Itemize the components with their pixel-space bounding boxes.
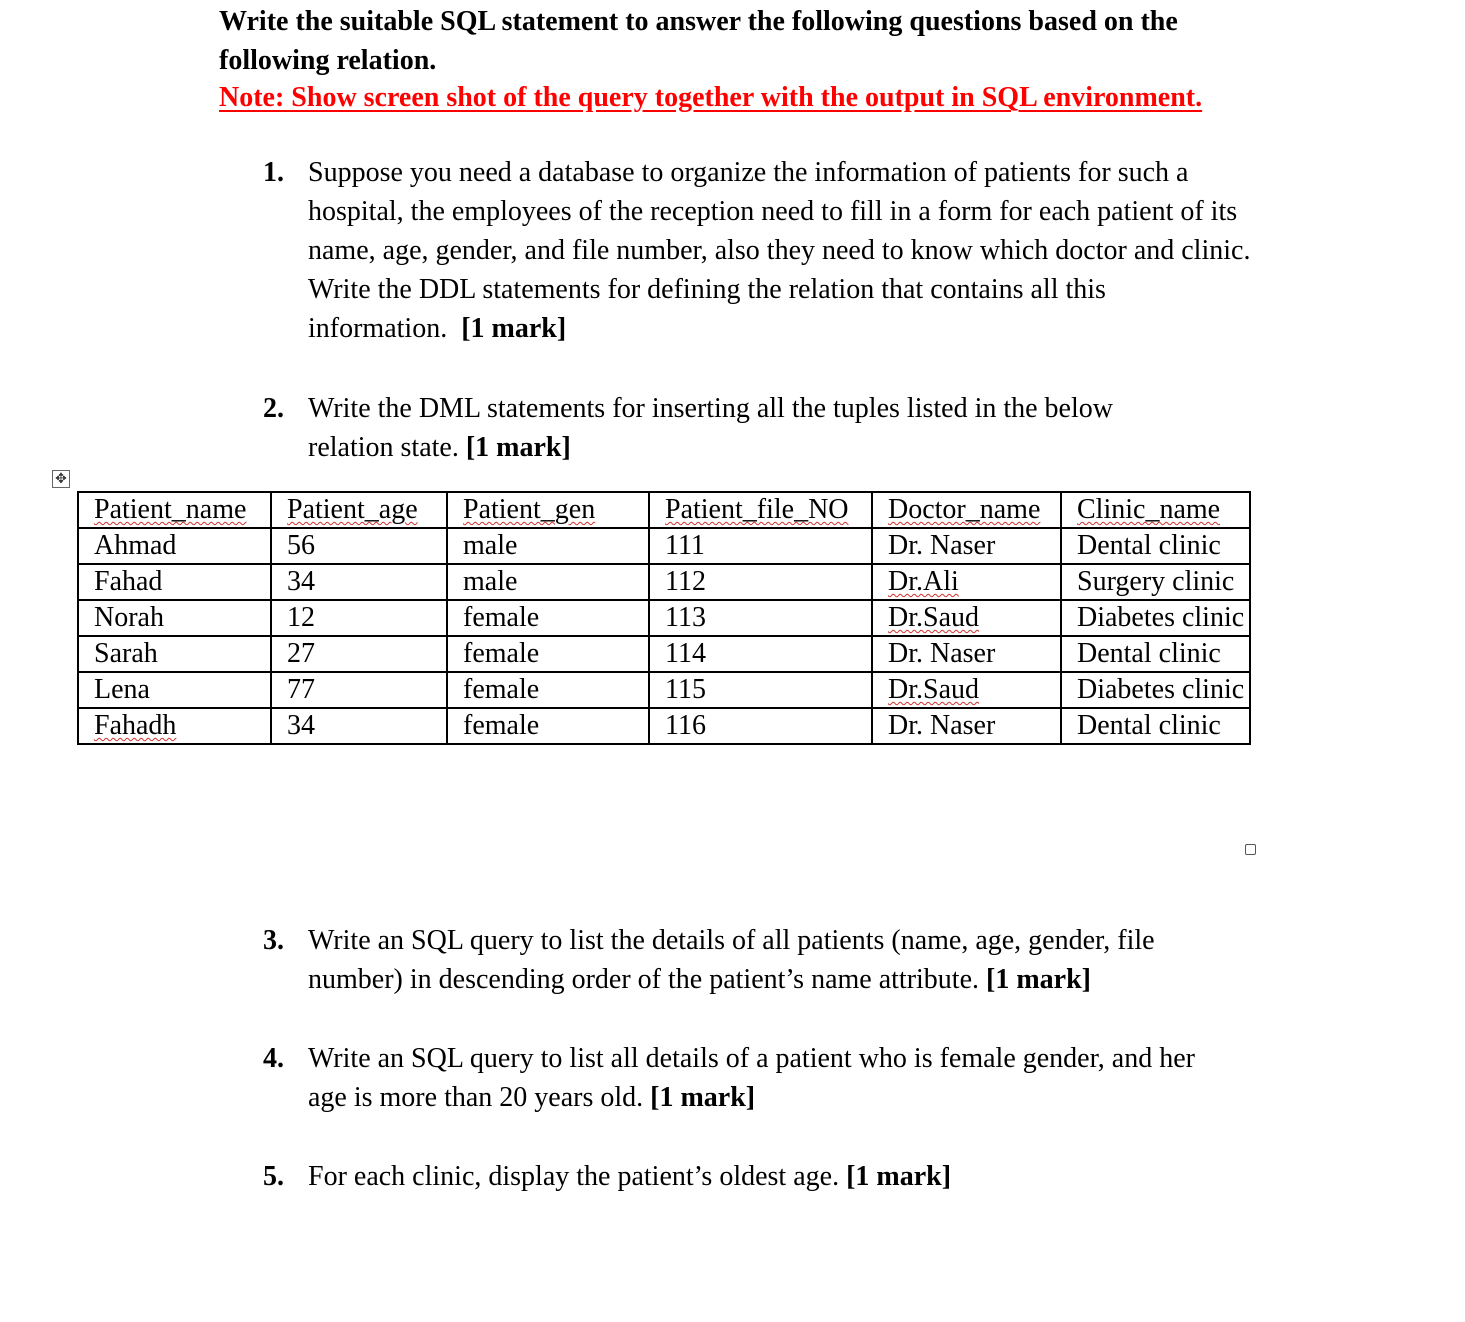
cell-patient-age: 27 — [271, 636, 447, 672]
cell-patient-age: 34 — [271, 708, 447, 744]
cell-patient-age: 56 — [271, 528, 447, 564]
cell-clinic-name: Diabetes clinic — [1061, 600, 1250, 636]
cell-patient-file-no: 116 — [649, 708, 872, 744]
question-text: Write an SQL query to list the details of all patients (name, age, gender, file number) in descending order of the patient’s name attribute. — [308, 925, 1155, 995]
question-mark: [1 mark] — [986, 964, 1091, 995]
cell-patient-age: 77 — [271, 672, 447, 708]
cell-patient-gender: female — [447, 636, 649, 672]
cell-patient-file-no: 114 — [649, 636, 872, 672]
question-3 — [263, 921, 1263, 999]
cell-clinic-name: Dental clinic — [1061, 708, 1250, 744]
table-row — [78, 600, 1250, 636]
table-row — [78, 564, 1250, 600]
patient-relation-table — [77, 491, 1251, 745]
instructions-heading — [219, 2, 1259, 80]
question-4 — [263, 1039, 1263, 1117]
question-number: 1. — [263, 157, 284, 188]
cell-clinic-name: Surgery clinic — [1061, 564, 1250, 600]
cell-patient-file-no: 112 — [649, 564, 872, 600]
cell-clinic-name: Dental clinic — [1061, 528, 1250, 564]
table-move-handle-icon[interactable]: ✥ — [52, 470, 70, 488]
question-mark: [1 mark] — [650, 1082, 756, 1113]
cell-patient-file-no: 111 — [649, 528, 872, 564]
question-mark: [1 mark] — [461, 313, 567, 344]
column-header: Patient_gen — [447, 492, 649, 528]
cell-patient-gender: female — [447, 708, 649, 744]
question-number: 4. — [263, 1043, 284, 1074]
cell-patient-gender: female — [447, 600, 649, 636]
cell-patient-gender: male — [447, 564, 649, 600]
table-row — [78, 708, 1250, 744]
question-mark: [1 mark] — [465, 432, 571, 463]
question-text: Write an SQL query to list all details of a patient who is female gender, and her age is more than 20 years old. — [308, 1043, 1195, 1113]
table-resize-handle[interactable] — [1245, 844, 1256, 855]
cell-patient-gender: female — [447, 672, 649, 708]
cell-doctor-name: Dr.Ali — [872, 564, 1061, 600]
table-row — [78, 672, 1250, 708]
cell-clinic-name: Dental clinic — [1061, 636, 1250, 672]
column-header: Clinic_name — [1061, 492, 1250, 528]
cell-doctor-name: Dr.Saud — [872, 600, 1061, 636]
cell-patient-name: Fahadh — [78, 708, 271, 744]
question-number: 2. — [263, 393, 284, 424]
column-header: Patient_file_NO — [649, 492, 872, 528]
question-1 — [263, 153, 1263, 348]
table-row — [78, 636, 1250, 672]
question-text: For each clinic, display the patient’s oldest age. — [308, 1161, 840, 1192]
question-mark: [1 mark] — [846, 1161, 952, 1192]
question-text: Write the DML statements for inserting all the tuples listed in the below relation state. — [308, 393, 1113, 463]
cell-patient-name: Sarah — [78, 636, 271, 672]
table-header-row — [78, 492, 1250, 528]
heading-line-2: following relation. — [219, 45, 437, 76]
question-5 — [263, 1157, 1263, 1196]
cell-patient-file-no: 113 — [649, 600, 872, 636]
cell-patient-name: Ahmad — [78, 528, 271, 564]
cell-patient-name: Fahad — [78, 564, 271, 600]
question-number: 5. — [263, 1161, 284, 1192]
cell-doctor-name: Dr. Naser — [872, 708, 1061, 744]
cell-patient-name: Norah — [78, 600, 271, 636]
heading-line-1: Write the suitable SQL statement to answer the following questions based on the — [219, 6, 1178, 37]
column-header: Patient_name — [78, 492, 271, 528]
cell-patient-age: 12 — [271, 600, 447, 636]
table-row — [78, 528, 1250, 564]
cell-doctor-name: Dr. Naser — [872, 528, 1061, 564]
cell-doctor-name: Dr.Saud — [872, 672, 1061, 708]
cell-patient-age: 34 — [271, 564, 447, 600]
cell-patient-name: Lena — [78, 672, 271, 708]
column-header: Doctor_name — [872, 492, 1061, 528]
question-2 — [263, 389, 1263, 467]
note-text: Note: Show screen shot of the query together with the output in SQL environment. — [219, 82, 1203, 113]
cell-patient-file-no: 115 — [649, 672, 872, 708]
question-text: Suppose you need a database to organize the information of patients for such a hospital, the employees of the reception need to fill in a form for each patient of its name, age, gender, and file number, also they need to know which doctor and clinic. Write the DDL statements for defining the relation that contains all this information. — [308, 157, 1251, 344]
cell-doctor-name: Dr. Naser — [872, 636, 1061, 672]
cell-clinic-name: Diabetes clinic — [1061, 672, 1250, 708]
question-number: 3. — [263, 925, 284, 956]
column-header: Patient_age — [271, 492, 447, 528]
cell-patient-gender: male — [447, 528, 649, 564]
